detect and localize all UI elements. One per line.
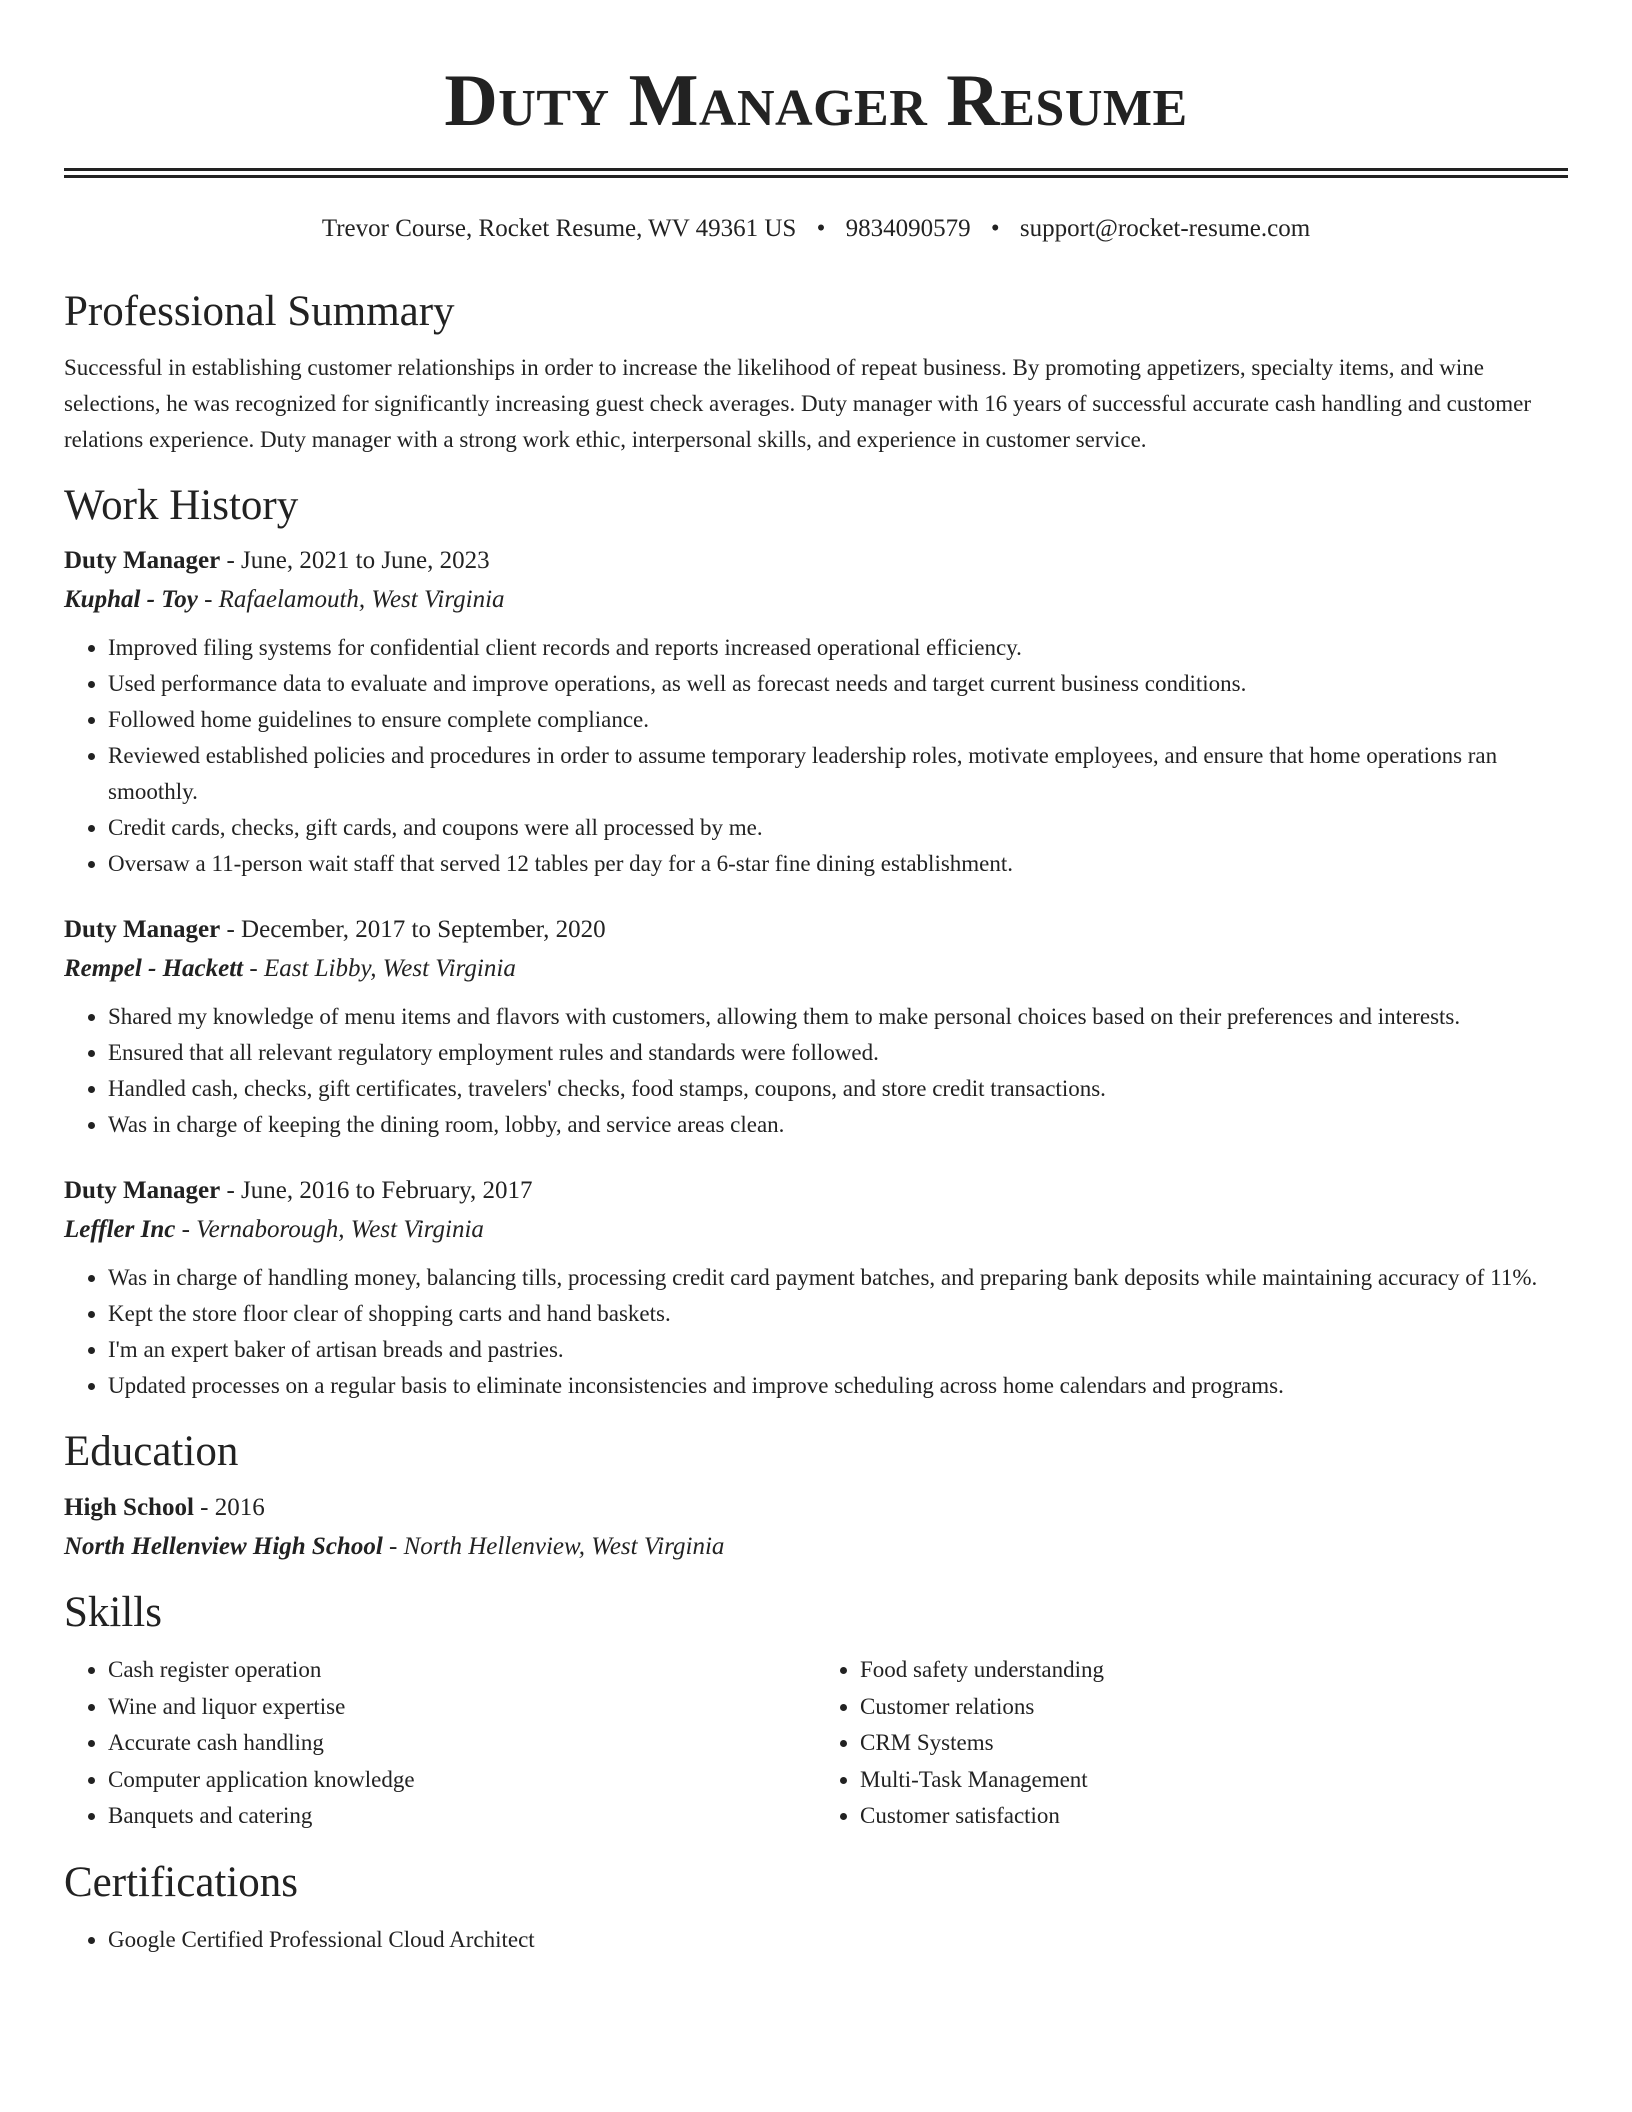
education-heading: Education <box>64 1428 239 1476</box>
summary-heading: Professional Summary <box>64 288 455 335</box>
job-company: Leffler Inc <box>64 1216 176 1244</box>
job-title: Duty Manager <box>64 916 221 944</box>
job-entry <box>64 912 1568 1143</box>
list-item: • Followed home guidelines to ensure complete compliance. <box>108 702 1568 738</box>
skill-item: • Food safety understanding <box>860 1652 1568 1689</box>
contact-separator: • <box>990 215 1000 242</box>
contact-address: Trevor Course, Rocket Resume, WV 49361 US <box>321 215 797 242</box>
list-item: • Shared my knowledge of menu items and flavors with customers, allowing them to make personal choices based on their preferences and interests. <box>108 999 1568 1035</box>
list-item: • Was in charge of keeping the dining room, lobby, and service areas clean. <box>108 1107 1568 1143</box>
job-dates: - June, 2016 to February, 2017 <box>220 1177 533 1205</box>
education-year: - 2016 <box>193 1493 265 1521</box>
work-history-heading: Work History <box>64 481 299 529</box>
skill-item: • Customer satisfaction <box>860 1798 1568 1835</box>
contact-email: support@rocket-resume.com <box>1019 215 1311 242</box>
job-company-line <box>64 1212 1568 1248</box>
list-item: • Updated processes on a regular basis to eliminate inconsistencies and improve scheduling across home calendars and programs. <box>108 1368 1568 1404</box>
skills-column-right <box>816 1652 1568 1835</box>
certification-item: • Google Certified Professional Cloud Architect <box>108 1922 1568 1958</box>
job-entry <box>64 1173 1568 1404</box>
skills-grid <box>64 1652 1568 1835</box>
education-location: - North Hellenview, West Virginia <box>382 1532 725 1560</box>
list-item: • Credit cards, checks, gift cards, and coupons were all processed by me. <box>108 810 1568 846</box>
list-item: • Improved filing systems for confidential client records and reports increased operational efficiency. <box>108 630 1568 666</box>
contact-separator: • <box>816 215 826 242</box>
education-entry <box>64 1490 1568 1565</box>
skill-item: • CRM Systems <box>860 1725 1568 1762</box>
contact-phone: 9834090579 <box>845 215 971 242</box>
skills-column-left <box>64 1652 816 1835</box>
job-bullet-list <box>64 1260 1568 1404</box>
skill-item: • Cash register operation <box>108 1652 816 1689</box>
job-entry <box>64 543 1568 882</box>
job-dates: - December, 2017 to September, 2020 <box>220 916 606 944</box>
list-item: • Used performance data to evaluate and improve operations, as well as forecast needs and target current business conditions. <box>108 666 1568 702</box>
skill-item: • Multi-Task Management <box>860 1762 1568 1799</box>
contact-line <box>64 214 1568 244</box>
job-location: - Rafaelamouth, West Virginia <box>197 586 505 614</box>
summary-text: Successful in establishing customer relationships in order to increase the likelihood of repeat business. By promoting appetizers, specialty items, and wine selections, he was recognized for significantly increasing guest check averages. Duty manager with 16 years of successful accurate cash handling and customer relations experience. Duty manager with a strong work ethic, interpersonal skills, and experience in customer service. <box>64 354 1531 452</box>
job-bullet-list <box>64 999 1568 1143</box>
list-item: • Oversaw a 11-person wait staff that served 12 tables per day for a 6-star fine dining establishment. <box>108 846 1568 882</box>
list-item: • Was in charge of handling money, balancing tills, processing credit card payment batches, and preparing bank deposits while maintaining accuracy of 11%. <box>108 1260 1568 1296</box>
job-company-line <box>64 951 1568 987</box>
skill-item: • Customer relations <box>860 1689 1568 1726</box>
job-location: - Vernaborough, West Virginia <box>175 1216 484 1244</box>
job-title-line <box>64 912 1568 948</box>
title-double-rule <box>64 168 1568 178</box>
job-company-line <box>64 582 1568 618</box>
list-item: • I'm an expert baker of artisan breads and pastries. <box>108 1332 1568 1368</box>
list-item: • Handled cash, checks, gift certificates, travelers' checks, food stamps, coupons, and store credit transactions. <box>108 1071 1568 1107</box>
certifications-list <box>64 1922 1568 1958</box>
job-bullet-list <box>64 630 1568 882</box>
education-school-line <box>64 1529 1568 1565</box>
education-degree-line <box>64 1490 1568 1526</box>
job-title-line <box>64 543 1568 579</box>
job-title: Duty Manager <box>64 547 221 575</box>
job-title-line <box>64 1173 1568 1209</box>
resume-title: Duty Manager Resume <box>444 60 1188 142</box>
skill-item: • Computer application knowledge <box>108 1762 816 1799</box>
skill-item: • Wine and liquor expertise <box>108 1689 816 1726</box>
job-title: Duty Manager <box>64 1177 221 1205</box>
list-item: • Reviewed established policies and procedures in order to assume temporary leadership roles, motivate employees, and ensure that home operations ran smoothly. <box>108 738 1568 810</box>
list-item: • Kept the store floor clear of shopping carts and hand baskets. <box>108 1296 1568 1332</box>
education-school: North Hellenview High School <box>64 1532 383 1560</box>
list-item: • Ensured that all relevant regulatory employment rules and standards were followed. <box>108 1035 1568 1071</box>
certifications-heading: Certifications <box>64 1858 299 1906</box>
job-location: - East Libby, West Virginia <box>243 955 516 983</box>
job-dates: - June, 2021 to June, 2023 <box>220 547 490 575</box>
job-company: Rempel - Hackett <box>64 955 244 983</box>
skill-item: • Banquets and catering <box>108 1798 816 1835</box>
skills-heading: Skills <box>64 1588 162 1636</box>
skill-item: • Accurate cash handling <box>108 1725 816 1762</box>
job-company: Kuphal - Toy <box>64 586 198 614</box>
education-degree: High School <box>64 1493 194 1521</box>
